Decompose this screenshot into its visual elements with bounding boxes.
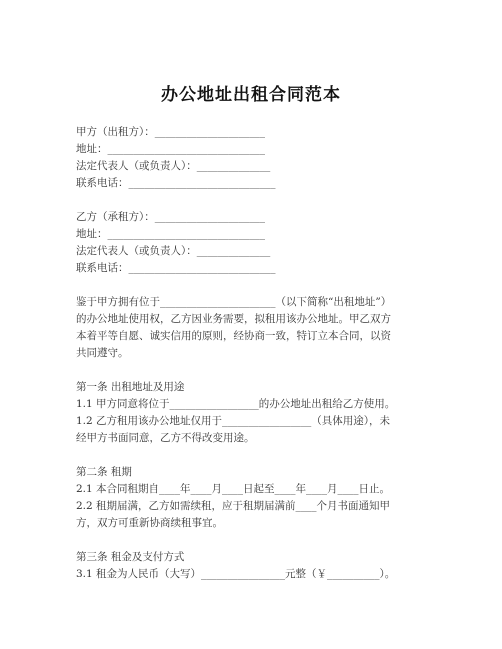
preamble-line: 本着平等自愿、诚实信用的原则，经协商一致，特订立本合同，以资 <box>76 330 391 342</box>
party-b-name: 乙方（承租方）：_____________________ <box>76 211 265 223</box>
preamble-line: 的办公地址使用权，乙方因业务需要，拟租用该办公地址。甲乙双方 <box>76 313 391 325</box>
article-2-clause: 2.1 本合同租期自____年____月____日起至____年____月____日止。 <box>76 483 391 495</box>
party-b-address: 地址：______________________________ <box>76 228 265 240</box>
party-b-phone: 联系电话：____________________________ <box>76 262 276 274</box>
article-1-clause: 1.1 甲方同意将位于_________________的办公地址出租给乙方使用。 <box>76 398 396 410</box>
article-2-clause: 方，双方可重新协商续租事宜。 <box>76 517 223 529</box>
article-3-clause: 3.1 租金为人民币（大写）________________元整（￥__________）。 <box>76 568 396 580</box>
party-b-representative: 法定代表人（或负责人）：______________ <box>76 245 271 257</box>
party-a-representative: 法定代表人（或负责人）：______________ <box>76 160 271 172</box>
article-2-clause: 2.2 租期届满，乙方如需续租，应于租期届满前____个月书面通知甲 <box>76 500 391 512</box>
document-title: 办公地址出租合同范本 <box>161 85 341 105</box>
article-1-clause: 1.2 乙方租用该办公地址仅用于_________________（具体用途），未 <box>76 415 391 427</box>
party-a-phone: 联系电话：____________________________ <box>76 177 276 189</box>
preamble-line: 共同遵守。 <box>76 347 129 359</box>
party-a-name: 甲方（出租方）：_____________________ <box>76 126 265 138</box>
article-1-heading: 第一条 出租地址及用途 <box>76 381 185 393</box>
preamble-line: 鉴于甲方拥有位于______________________（以下简称“出租地址”） <box>76 296 392 308</box>
article-1-clause: 经甲方书面同意，乙方不得改变用途。 <box>76 432 255 444</box>
article-2-heading: 第二条 租期 <box>76 466 132 478</box>
party-a-address: 地址：______________________________ <box>76 143 265 155</box>
article-3-heading: 第三条 租金及支付方式 <box>76 551 185 563</box>
